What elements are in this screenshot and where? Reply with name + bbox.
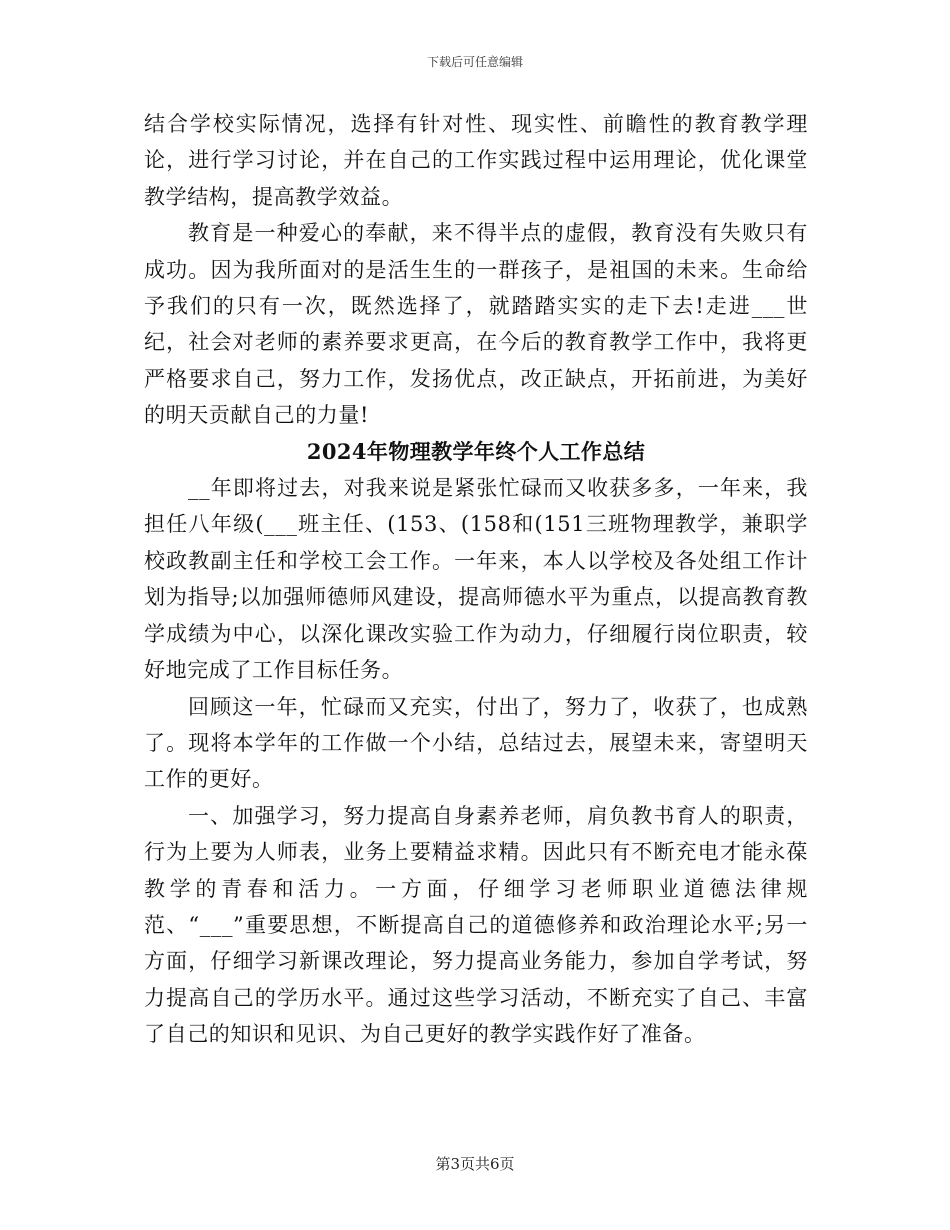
page-number: 第3页共6页 xyxy=(435,1155,515,1173)
paragraph-review: 回顾这一年，忙碌而又充实，付出了，努力了，收获了，也成熟了。现将本学年的工作做一个小结，总结过去，展望未来，寄望明天工作的更好。 xyxy=(144,694,808,792)
paragraph-strengthen-learning: 一、加强学习，努力提高自身素养老师，肩负教书育人的职责，行为上要为人师表，业务上要精益求精。因此只有不断充电才能永葆教学的青春和活力。一方面，仔细学习老师职业道德法律规范、“___”重要思想，不断提高自己的道德修养和政治理论水平;另一方面，仔细学习新课改理论，努力提高业务能力，参加自学考试，努力提高自己的学历水平。通过这些学习活动，不断充实了自己、丰富了自己的知识和见识、为自己更好的教学实践作好了准备。 xyxy=(144,803,808,1047)
paragraph-education-dedication: 教育是一种爱心的奉献，来不得半点的虚假，教育没有失败只有成功。因为我所面对的是活生生的一群孩子，是祖国的未来。生命给予我们的只有一次，既然选择了，就踏踏实实的走下去!走进___世纪，社会对老师的素养要求更高，在今后的教育教学工作中，我将更严格要求自己，努力工作，发扬优点，改正缺点，开拓前进，为美好的明天贡献自己的力量! xyxy=(144,221,808,428)
header-note: 下载后可任意编辑 xyxy=(426,55,523,69)
document-body xyxy=(144,106,808,1053)
paragraph-year-overview: __年即将过去，对我来说是紧张忙碌而又收获多多，一年来，我担任八年级(___班主任、(153、(158和(151三班物理教学，兼职学校政教副主任和学校工会工作。一年来，本人以学校及各处组工作计划为指导;以加强师德师风建设，提高师德水平为重点，以提高教育教学成绩为中心，以深化课改实验工作为动力，仔细履行岗位职责，较好地完成了工作目标任务。 xyxy=(144,476,808,683)
paragraph-continuation: 结合学校实际情况，选择有针对性、现实性、前瞻性的教育教学理论，进行学习讨论，并在自己的工作实践过程中运用理论，优化课堂教学结构，提高教学效益。 xyxy=(144,112,808,209)
section-title: 2024年物理教学年终个人工作总结 xyxy=(306,438,646,464)
